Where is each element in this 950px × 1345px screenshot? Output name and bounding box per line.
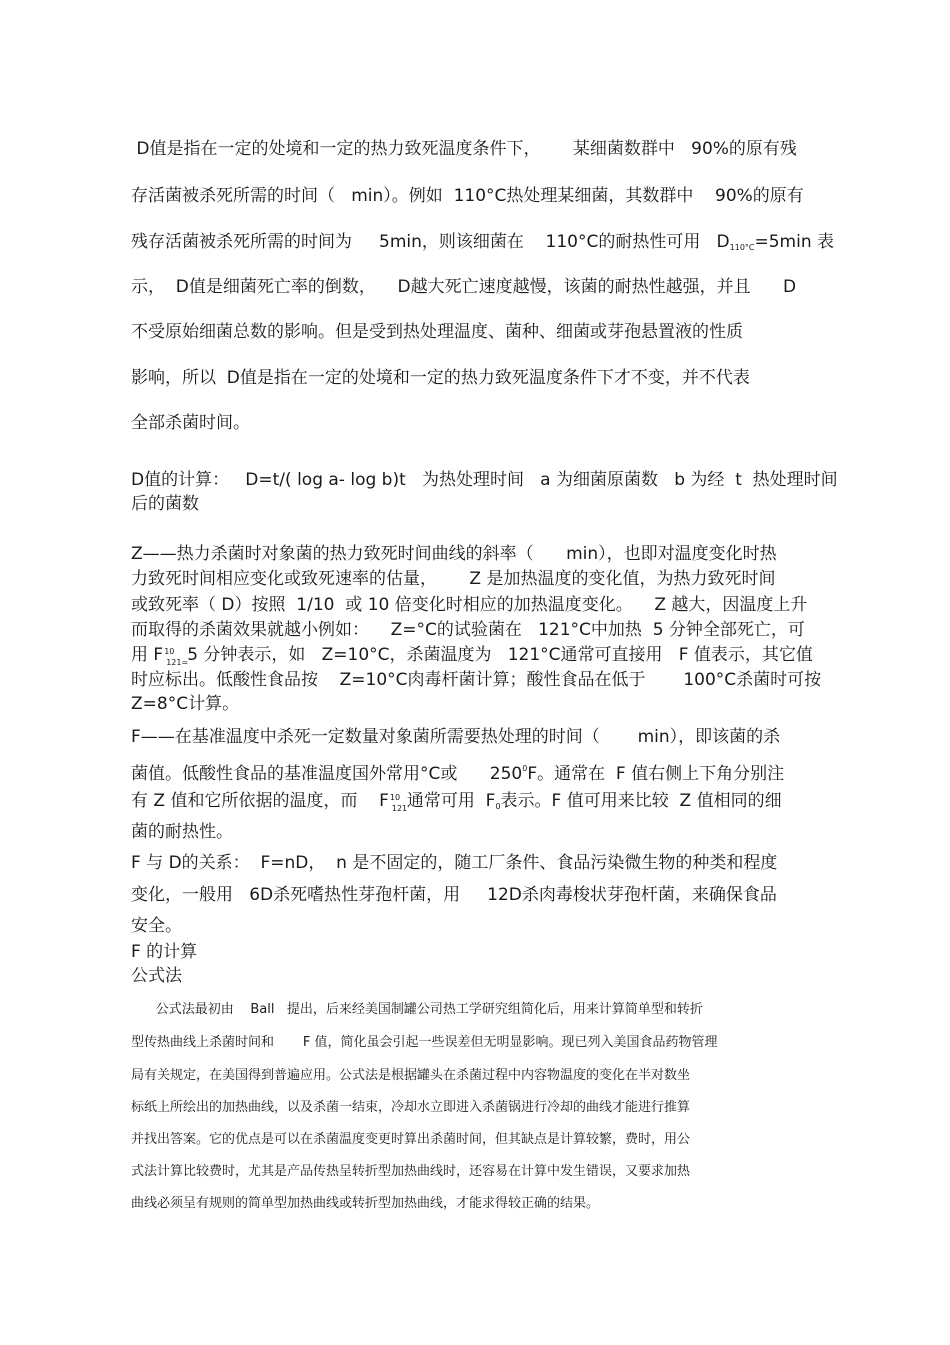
f-line-3 [131, 791, 782, 817]
fd-line-3: 安全。 [131, 916, 182, 936]
f-line-1: F——在基准温度中杀死一定数量对象菌所需要热处理的时间（ min），即该菌的杀 [131, 727, 781, 747]
heading-f-calc: F 的计算 [131, 942, 198, 962]
z-line-6: 时应标出。低酸性食品按 Z=10°C肉毒杆菌计算；酸性食品在低于 100°C杀菌时可按 [131, 670, 822, 690]
z-line-1: Z——热力杀菌时对象菌的热力致死时间曲线的斜率（ min），也即对温度变化时热 [131, 544, 777, 564]
subscript: 121= [166, 658, 189, 667]
text: F。通常在 F 值右侧上下角分别注 [527, 764, 785, 784]
z-line-7: Z=8°C计算。 [131, 694, 240, 714]
superscript-subscript [389, 791, 408, 813]
subscript: 121 [391, 804, 408, 813]
z-line-3: 或致死率（ D）按照 1/10 或 10 倍变化时相应的加热温度变化。 Z 越大，因温度上升 [131, 595, 808, 615]
formula-para-line-4: 标纸上所绘出的加热曲线，以及杀菌一结束，冷却水立即进入杀菌锅进行冷却的曲线才能进行推算 [131, 1100, 691, 1115]
paragraph-d-line-2: 存活菌被杀死所需的时间（ min）。例如 110°C热处理某细菌，其数群中 90%的原有 [131, 186, 804, 206]
superscript: 10 [164, 647, 175, 656]
text: 用 F [131, 645, 164, 665]
formula-para-line-1: 公式法最初由 Ball 提出，后来经美国制罐公司热工学研究组简化后，用来计算简单型和转折 [131, 1002, 703, 1017]
z-line-4: 而取得的杀菌效果就越小例如： Z=°C的试验菌在 121°C中加热 5 分钟全部死亡，可 [131, 620, 805, 640]
text: 表示。F 值可用来比较 Z 值相同的细 [500, 791, 782, 811]
fd-line-1: F 与 D的关系： F=nD， n 是不固定的，随工厂条件、食品污染微生物的种类和程度 [131, 853, 778, 873]
subscript: 110°C [729, 243, 755, 252]
superscript-subscript [163, 645, 189, 667]
superscript: 10 [389, 793, 401, 802]
z-line-2: 力致死时间相应变化或致死速率的估量， Z 是加热温度的变化值，为热力致死时间 [131, 569, 776, 589]
text: =5min 表 [754, 232, 835, 252]
superscript: 0 [522, 764, 528, 773]
formula-para-line-3: 局有关规定，在美国得到普遍应用。公式法是根据罐头在杀菌过程中内容物温度的变化在半对数坐 [131, 1068, 691, 1083]
z-line-5 [131, 645, 813, 665]
formula-para-line-5: 并找出答案。它的优点是可以在杀菌温度变更时算出杀菌时间，但其缺点是计算较繁，费时，用公 [131, 1132, 691, 1147]
formula-para-line-7: 曲线必须呈有规则的简单型加热曲线或转折型加热曲线，才能求得较正确的结果。 [131, 1196, 600, 1211]
fd-line-2: 变化，一般用 6D杀死嗜热性芽孢杆菌，用 12D杀肉毒梭状芽孢杆菌，来确保食品 [131, 885, 777, 905]
paragraph-d-line-4: 示， D值是细菌死亡率的倒数， D越大死亡速度越慢，该菌的耐热性越强，并且 D [131, 277, 797, 297]
formula-para-line-6: 式法计算比较费时，尤其是产品传热呈转折型加热曲线时，还容易在计算中发生错误，又要求加热 [131, 1164, 691, 1179]
d-calc-line-2: 后的菌数 [131, 494, 199, 514]
text: 通常可用 F [406, 791, 496, 811]
subscript: 0 [495, 802, 501, 811]
paragraph-d-line-3 [131, 232, 834, 258]
text: 菌值。低酸性食品的基准温度国外常用°C或 250 [131, 764, 523, 784]
text: 有 Z 值和它所依据的温度，而 F [131, 791, 389, 811]
formula-para-line-2: 型传热曲线上杀菌时间和 F 值，简化虽会引起一些误差但无明显影响。现已列入美国食品药物管理 [131, 1035, 718, 1050]
text: 5 分钟表示，如 Z=10°C，杀菌温度为 121°C通常可直接用 F 值表示，其它值 [187, 645, 813, 665]
paragraph-d-line-7: 全部杀菌时间。 [131, 413, 250, 433]
paragraph-d-line-6: 影响，所以 D值是指在一定的处境和一定的热力致死温度条件下才不变，并不代表 [131, 368, 750, 388]
f-line-4: 菌的耐热性。 [131, 822, 233, 842]
text: 残存活菌被杀死所需的时间为 5min，则该细菌在 110°C的耐热性可用 D [131, 232, 730, 252]
heading-formula-method: 公式法 [131, 966, 182, 986]
paragraph-d-line-1: D值是指在一定的处境和一定的热力致死温度条件下， 某细菌数群中 90%的原有残 [131, 139, 797, 159]
paragraph-d-line-5: 不受原始细菌总数的影响。但是受到热处理温度、菌种、细菌或芽孢悬置液的性质 [131, 322, 743, 342]
d-calc-line-1: D值的计算： D=t/( log a- log b)t 为热处理时间 a 为细菌原菌数 b 为经 t 热处理时间 [131, 470, 838, 490]
f-line-2 [131, 759, 784, 784]
